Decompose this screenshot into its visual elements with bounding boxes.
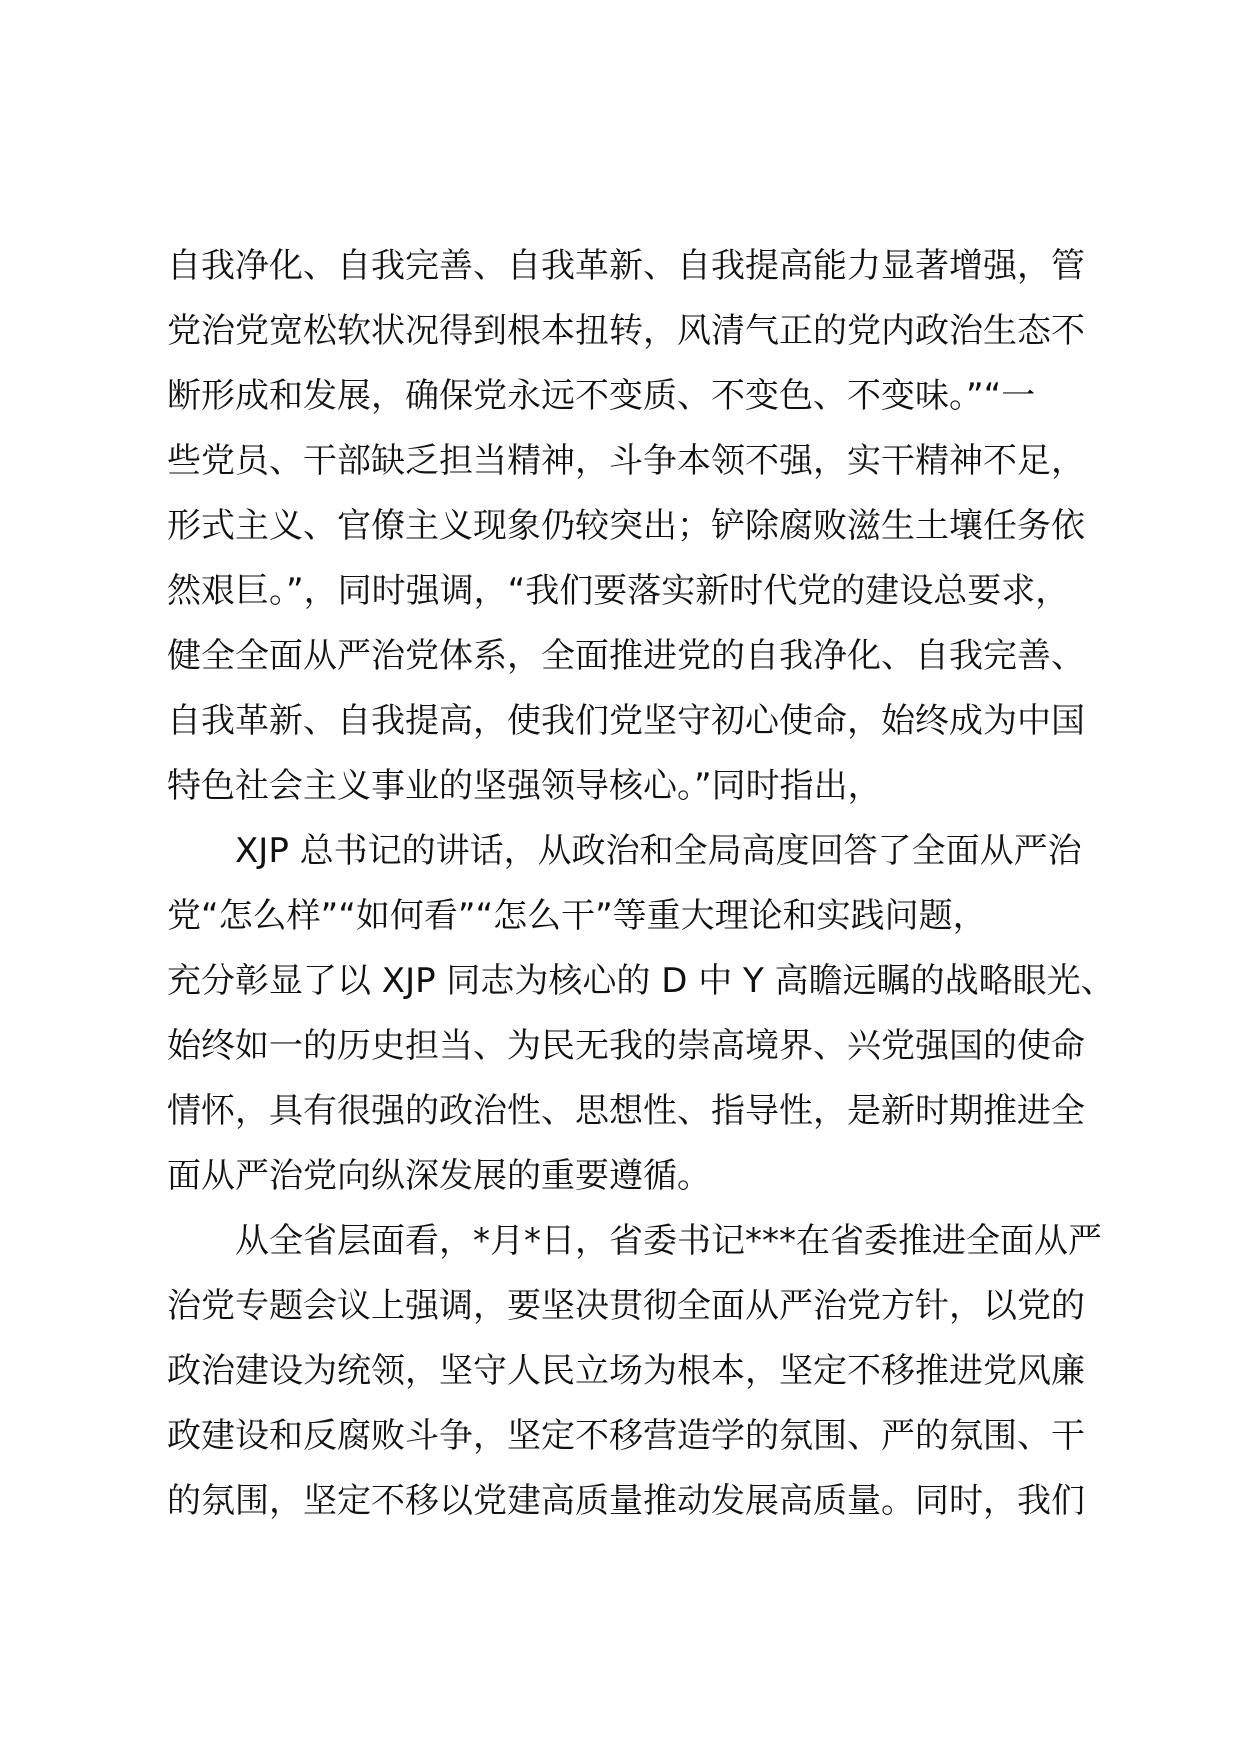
text-line: 从全省层面看，*月*日，省委书记***在省委推进全面从严: [235, 1221, 1102, 1261]
paragraph-2: [167, 819, 1115, 1209]
text-line: 特色社会主义事业的坚强领导核心。”同时指出，: [167, 766, 882, 806]
text-line: 党治党宽松软状况得到根本扭转，风清气正的党内政治生态不: [167, 311, 1085, 351]
text-line: 政治建设为统领，坚守人民立场为根本，坚定不移推进党风廉: [167, 1351, 1085, 1391]
text-line: 然艰巨。”，同时强调，“我们要落实新时代党的建设总要求，: [167, 571, 1070, 611]
text-line: 断形成和发展，确保党永远不变质、不变色、不变味。”“一: [167, 376, 1036, 416]
text-line: 党“怎么样”“如何看”“怎么干”等重大理论和实践问题，: [167, 896, 987, 936]
text-line: 健全全面从严治党体系，全面推进党的自我净化、自我完善、: [167, 636, 1085, 676]
text-line: 面从严治党向纵深发展的重要遵循。: [167, 1156, 711, 1196]
text-line: 自我革新、自我提高，使我们党坚守初心使命，始终成为中国: [167, 701, 1085, 741]
text-line: 些党员、干部缺乏担当精神，斗争本领不强，实干精神不足，: [167, 441, 1085, 481]
text-line: 形式主义、官僚主义现象仍较突出；铲除腐败滋生土壤任务依: [167, 506, 1085, 546]
text-line: 自我净化、自我完善、自我革新、自我提高能力显著增强，管: [167, 246, 1085, 286]
text-line: 治党专题会议上强调，要坚决贯彻全面从严治党方针，以党的: [167, 1286, 1085, 1326]
text-line: 政建设和反腐败斗争，坚定不移营造学的氛围、严的氛围、干: [167, 1416, 1085, 1456]
text-line: 充分彰显了以 XJP 同志为核心的 D 中 Y 高瞻远瞩的战略眼光、: [167, 961, 1115, 1001]
document-body: [167, 234, 1115, 1534]
text-line: 情怀，具有很强的政治性、思想性、指导性，是新时期推进全: [167, 1091, 1085, 1131]
paragraph-3: [167, 1209, 1107, 1534]
text-line: XJP 总书记的讲话，从政治和全局高度回答了全面从严治: [235, 831, 1082, 871]
text-line: 始终如一的历史担当、为民无我的崇高境界、兴党强国的使命: [167, 1026, 1085, 1066]
paragraph-1: [167, 234, 1107, 819]
text-line: 的氛围，坚定不移以党建高质量推动发展高质量。同时，我们: [167, 1481, 1085, 1521]
